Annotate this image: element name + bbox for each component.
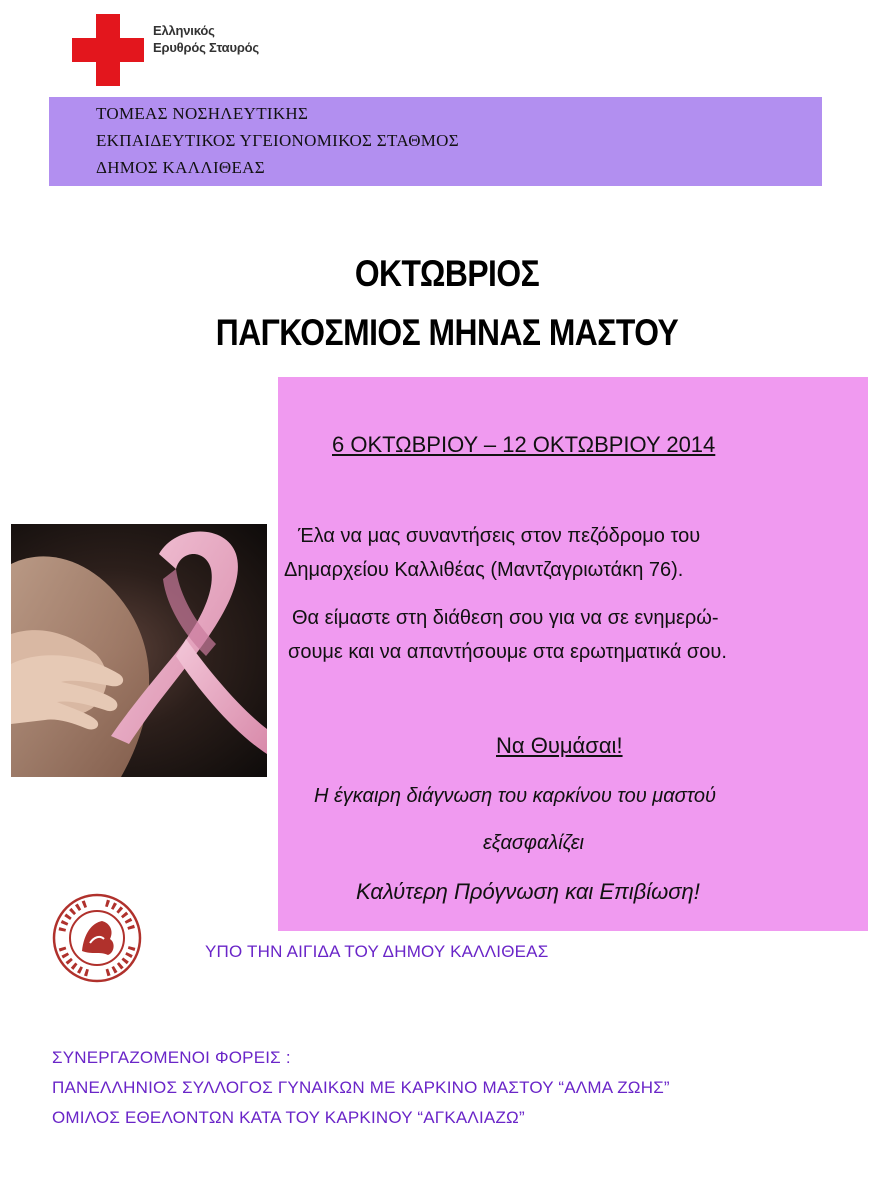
red-cross-logo-text	[153, 22, 259, 56]
partner-line-2: ΟΜΙΛΟΣ ΕΘΕΛΟΝΤΩΝ ΚΑΤΑ ΤΟΥ ΚΑΡΚΙΝΟΥ “ΑΓΚΑΛΙΑΖΩ”	[52, 1108, 525, 1127]
info-line-2: σουμε και να απαντήσουμε στα ερωτηματικά σου.	[288, 641, 727, 663]
remember-heading: Να Θυμάσαι!	[496, 733, 623, 758]
message-line-1: Η έγκαιρη διάγνωση του καρκίνου του μαστού	[314, 785, 716, 807]
invite-line-1: Έλα να μας συναντήσεις στον πεζόδρομο του	[298, 525, 701, 547]
title-line-2: ΠΑΓΚΟΣΜΙΟΣ ΜΗΝΑΣ ΜΑΣΤΟΥ	[215, 312, 679, 353]
partner-line-1: ΠΑΝΕΛΛΗΝΙΟΣ ΣΥΛΛΟΓΟΣ ΓΥΝΑΙΚΩΝ ΜΕ ΚΑΡΚΙΝΟ ΜΑΣΤΟΥ “ΑΛΜΑ ΖΩΗΣ”	[52, 1078, 670, 1097]
header-line-2: ΕΚΠΑΙΔΕΥΤΙΚΟΣ ΥΓΕΙΟΝΟΜΙΚΟΣ ΣΤΑΘΜΟΣ	[96, 131, 459, 150]
logo-line-2: Ερυθρός Σταυρός	[153, 40, 259, 55]
pink-ribbon-icon	[11, 524, 267, 777]
header-line-1: ΤΟΜΕΑΣ ΝΟΣΗΛΕΥΤΙΚΗΣ	[96, 104, 309, 123]
event-info-box	[278, 377, 868, 931]
invite-line-2: Δημαρχείου Καλλιθέας (Μαντζαγριωτάκη 76).	[284, 559, 684, 581]
message-line-2: εξασφαλίζει	[483, 832, 584, 854]
auspices-text: ΥΠΟ ΤΗΝ ΑΙΓΙΔΑ ΤΟΥ ΔΗΜΟΥ ΚΑΛΛΙΘΕΑΣ	[205, 942, 549, 961]
info-line-1: Θα είμαστε στη διάθεση σου για να σε ενημερώ-	[292, 607, 719, 629]
red-cross-logo-icon	[72, 14, 144, 86]
event-dates: 6 ΟΚΤΩΒΡΙΟΥ – 12 ΟΚΤΩΒΡΙΟΥ 2014	[332, 432, 716, 457]
kallithea-seal-icon	[52, 893, 142, 983]
header-line-3: ΔΗΜΟΣ ΚΑΛΛΙΘΕΑΣ	[96, 158, 265, 177]
title-line-1: ΟΚΤΩΒΡΙΟΣ	[354, 253, 540, 294]
message-line-3: Καλύτερη Πρόγνωση και Επιβίωση!	[356, 879, 700, 904]
header-banner	[49, 97, 822, 186]
logo-line-1: Ελληνικός	[153, 23, 215, 38]
breast-cancer-awareness-photo	[11, 524, 267, 777]
partners-heading: ΣΥΝΕΡΓΑΖΟΜΕΝΟΙ ΦΟΡΕΙΣ :	[52, 1048, 291, 1067]
